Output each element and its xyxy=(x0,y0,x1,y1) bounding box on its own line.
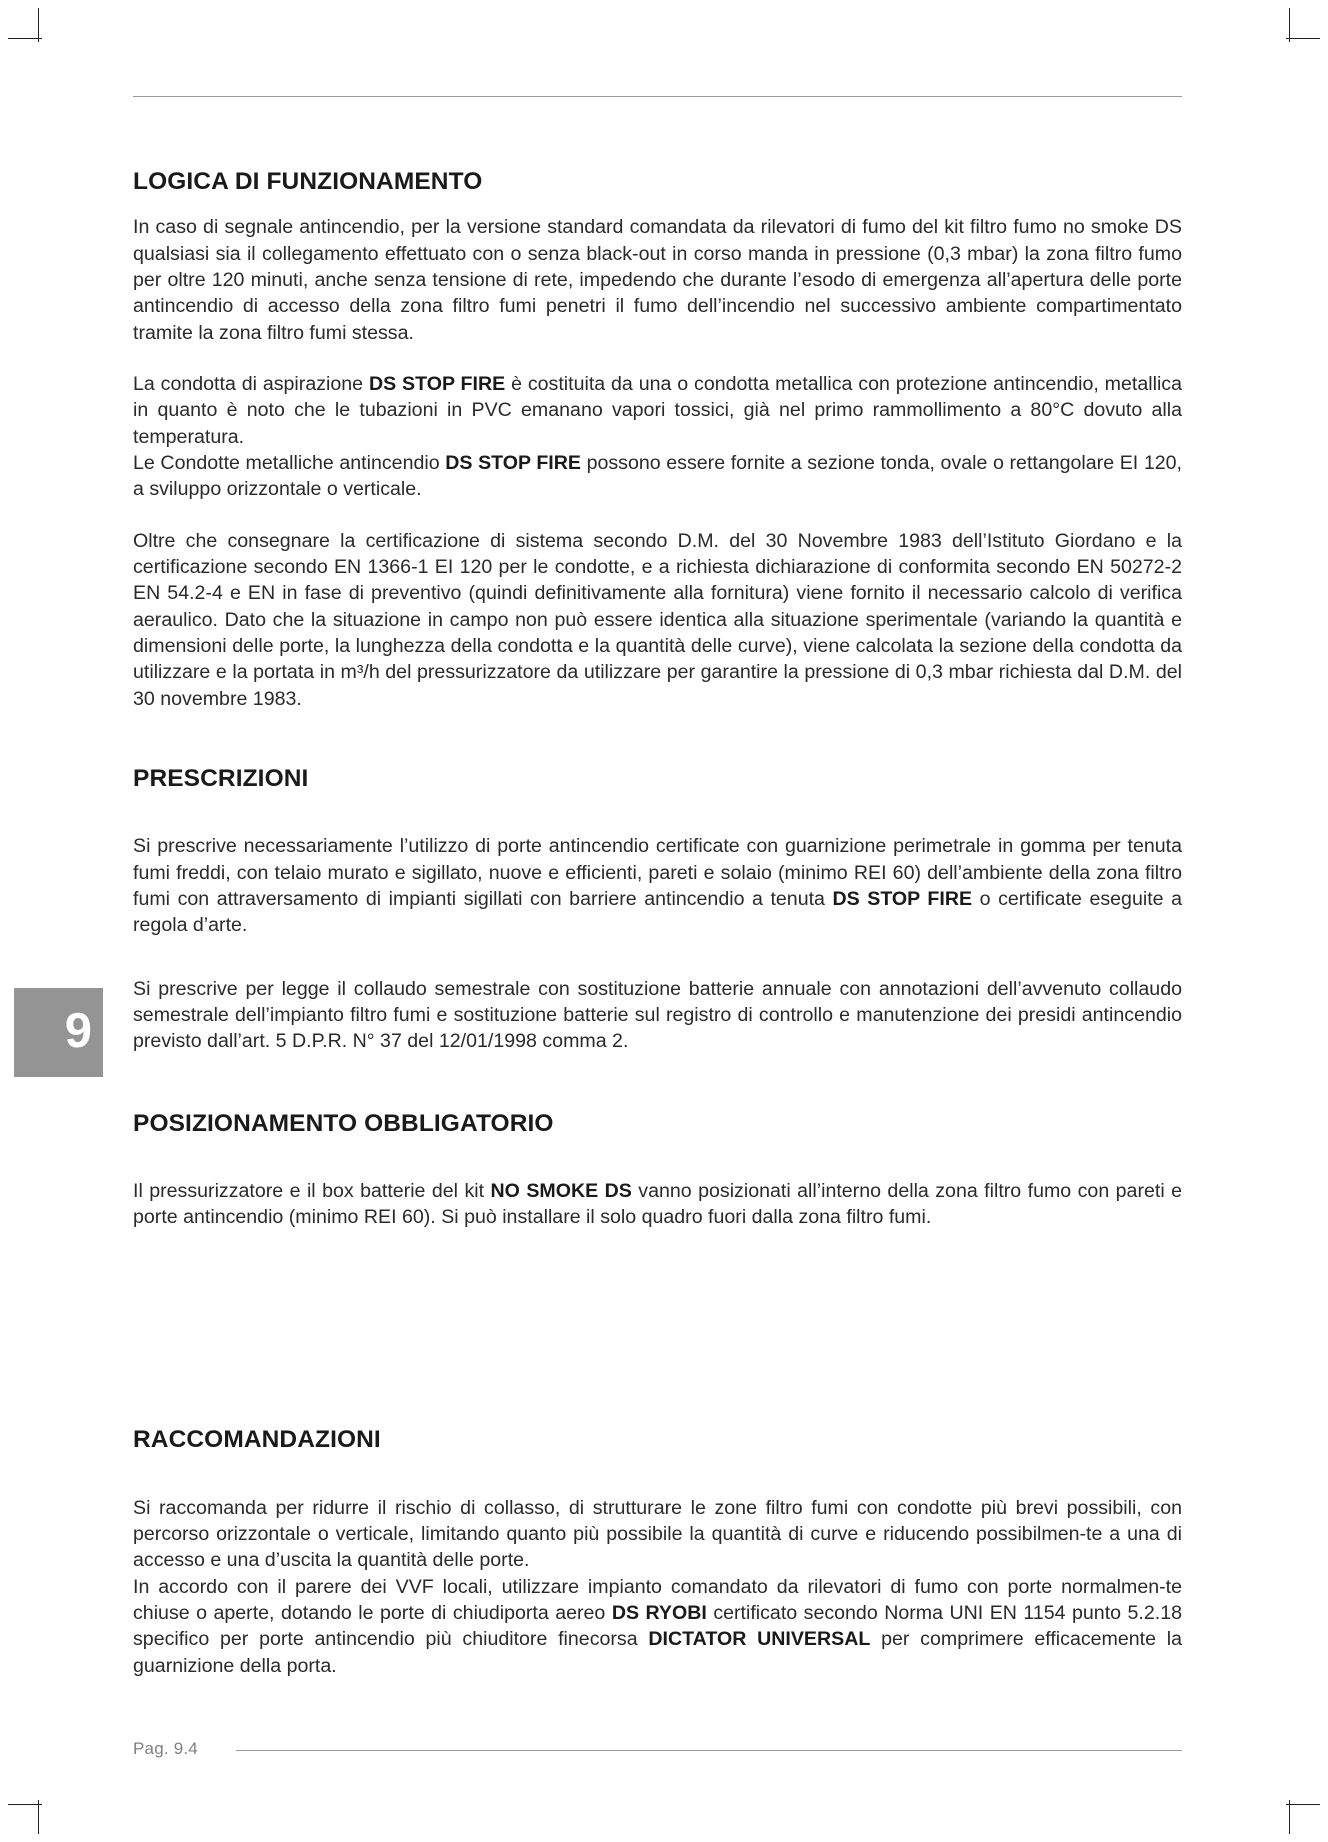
spacer-before-posizionamento xyxy=(133,1080,1182,1110)
crop-mark-top-left-horizontal xyxy=(8,38,42,39)
footer-page-label: Pag. 9.4 xyxy=(133,1739,198,1758)
spacer-after-raccomandazioni-heading xyxy=(133,1473,1182,1495)
crop-mark-top-right-vertical xyxy=(1289,8,1290,42)
crop-mark-bottom-left-vertical xyxy=(38,1800,39,1834)
paragraph-logica-p4: Oltre che consegnare la certificazione di sistema secondo D.M. del 30 Novembre 1983 dell’Istituto Giordano e la certificazione secondo EN 1366-1 EI 120 per le condotte, e a richiesta dichiarazione di conformita secondo EN 50272-2 EN 54.2-4 e EN in fase di preventivo (quindi definitivamente alla fornitura) viene fornito il necessario calcolo di verifica aeraulico. Dato che la situazione in campo non può essere identica alla situazione sperimentale (variando la quantità e dimensioni delle porte, la lunghezza della condotta e la quantità delle curve), viene calcolata la sezione della condotta da utilizzare e la portata in m³/h del pressurizzatore da utilizzare per garantire la pressione di 0,3 mbar richiesta dal D.M. del 30 novembre 1983. xyxy=(133,529,1182,710)
paragraph-prescrizioni-p2: Si prescrive per legge il collaudo semestrale con sostituzione batterie annuale con annotazioni dell’avvenuto collaudo semestrale dell’impianto filtro fumi e sostituzione batterie sul registro di controllo e manutenzione dei presidi antincendio previsto dall’art. 5 D.P.R. N° 37 del 12/01/1998 comma 2. xyxy=(133,977,1182,1053)
spacer-after-posizionamento-heading xyxy=(133,1156,1182,1178)
paragraph-raccomandazioni-p1: Si raccomanda per ridurre il rischio di collasso, di strutturare le zone filtro fumi con condotte più brevi possibili, con percorso orizzontale o verticale, limitando quanto più possibile la quantità di curve e riducendo possibilmen-te a una di accesso e una d’uscita la quantità delle porte. xyxy=(133,1496,1182,1572)
section-heading-logica: LOGICA DI FUNZIONAMENTO xyxy=(133,168,483,195)
spacer-blank-region xyxy=(133,1230,1182,1426)
crop-mark-top-right-horizontal xyxy=(1286,38,1320,39)
content-column xyxy=(133,0,1182,1842)
header-rule xyxy=(133,96,1182,97)
paragraph-logica-p3: Le Condotte metalliche antincendio DS STOP FIRE possono essere fornite a sezione tonda, ovale o rettangolare EI 120, a sviluppo orizzontale o verticale. xyxy=(133,451,1182,501)
page-footer xyxy=(133,1739,1182,1761)
crop-mark-bottom-left-horizontal xyxy=(8,1804,42,1805)
crop-mark-bottom-right-vertical xyxy=(1289,1800,1290,1834)
paragraph-logica-p2: La condotta di aspirazione DS STOP FIRE è costituita da una o condotta metallica con protezione antincendio, metallica in quanto è noto che le tubazioni in PVC emanano vapori tossici, già nel primo rammollimento a 80°C dovuto alla temperatura. xyxy=(133,372,1182,448)
paragraph-posizionamento-p1: Il pressurizzatore e il box batterie del kit NO SMOKE DS vanno posizionati all’interno della zona filtro fumo con pareti e porte antincendio (minimo REI 60). Si può installare il solo quadro fuori dalla zona filtro fumi. xyxy=(133,1179,1183,1229)
page-number-badge-value: 9 xyxy=(64,1003,92,1058)
paragraph-logica-p1: In caso di segnale antincendio, per la versione standard comandata da rilevatori di fumo del kit filtro fumo no smoke DS qualsiasi sia il collegamento effettuato con o senza black-out in corso manda in pressione (0,3 mbar) la zona filtro fumo per oltre 120 minuti, anche senza tensione di rete, impedendo che durante l’esodo di emergenza all’apertura delle porte antincendio di accesso della zona filtro fumi penetri il fumo dell’incendio nel successivo ambiente compartimentato tramite la zona filtro fumi stessa. xyxy=(133,216,1182,344)
paragraph-prescrizioni-p1: Si prescrive necessariamente l’utilizzo di porte antincendio certificate con guarnizione perimetrale in gomma per tenuta fumi freddi, con telaio murato e sigillato, nuove e efficienti, pareti e solaio (minimo REI 60) dell’ambiente della zona filtro fumi con attraversamento di impianti sigillati con barriere antincendio a tenuta DS STOP FIRE o certificate eseguite a regola d’arte. xyxy=(133,835,1182,937)
document-body xyxy=(133,168,1182,1679)
section-heading-prescrizioni: PRESCRIZIONI xyxy=(133,765,309,793)
spacer-between-prescrizioni-paragraphs xyxy=(133,964,1182,976)
section-heading-posizionamento: POSIZIONAMENTO OBBLIGATORIO xyxy=(133,1109,554,1137)
paragraph-raccomandazioni-p2: In accordo con il parere dei VVF locali, utilizzare impianto comandato da rilevatori di fumo con porte normalmen-te chiuse o aperte, dotando le porte di chiudiporta aereo DS RYOBI certificato secondo Norma UNI EN 1154 punto 5.2.18 specifico per porte antincendio più chiuditore finecorsa DICTATOR UNIVERSAL per comprimere efficacemente la guarnizione della porta. xyxy=(133,1575,1183,1677)
spacer-after-prescrizioni-heading xyxy=(133,811,1182,833)
page-number-badge xyxy=(14,988,103,1077)
spacer-before-prescrizioni xyxy=(133,737,1182,765)
crop-mark-bottom-right-horizontal xyxy=(1286,1804,1320,1805)
section-heading-raccomandazioni: RACCOMANDAZIONI xyxy=(133,1426,381,1454)
footer-rule xyxy=(236,1750,1182,1751)
crop-mark-top-left-vertical xyxy=(38,8,39,42)
